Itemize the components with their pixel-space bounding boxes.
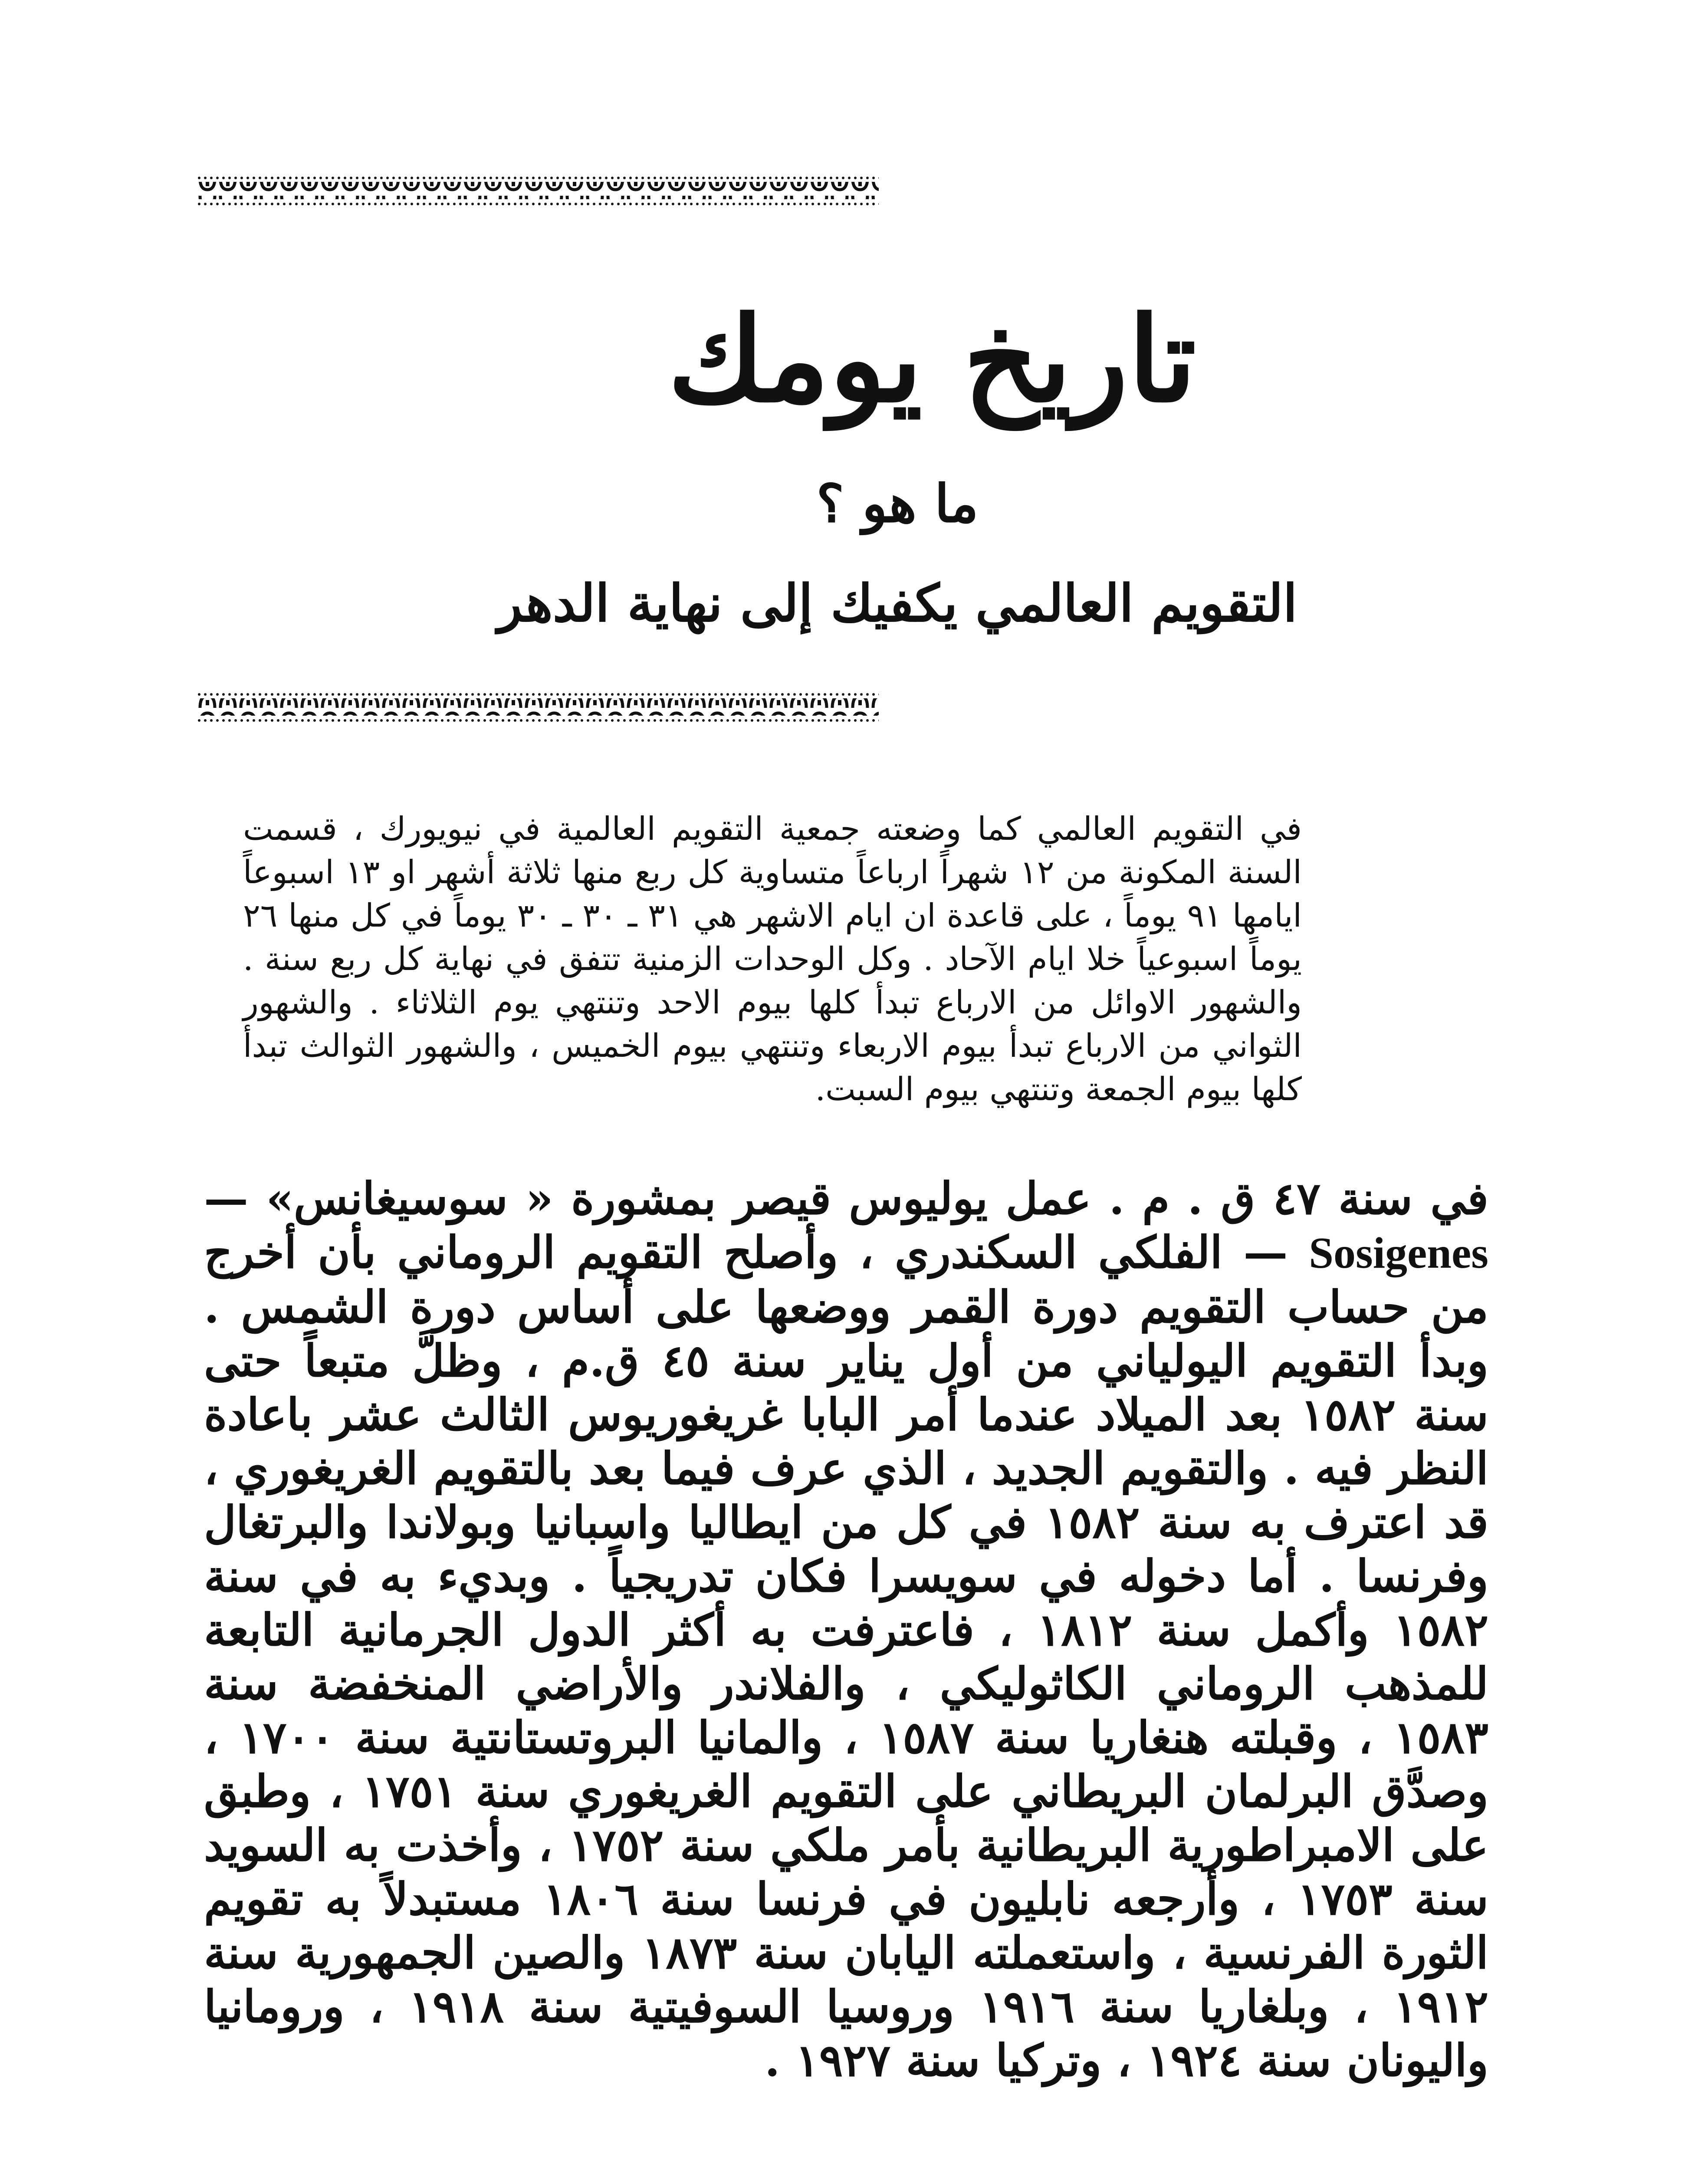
- body-rest: — الفلكي السكندري ، وأصلح التقويم الروماني بأن أخرج من حساب التقويم دورة القمر ووضعها على أساس دورة الشمس . وبدأ التقويم اليولياني من أول يناير سنة ٤٥ ق.م ، وظلَّ متبعاً حتى سنة ١٥٨٢ بعد الميلاد عندما أمر البابا غريغوريوس الثالث عشر باعادة النظر فيه . والتقويم الجديد ، الذي عرف فيما بعد بالتقويم الغريغوري ، قد اعترف به سنة ١٥٨٢ في كل من ايطاليا واسبانيا وبولاندا والبرتغال وفرنسا . أما دخوله في سويسرا فكان تدريجياً . وبديء به في سنة ١٥٨٢ وأكمل سنة ١٨١٢ ، فاعترفت به أكثر الدول الجرمانية التابعة للمذهب الروماني الكاثوليكي ، والفلاندر والأراضي المنخفضة سنة ١٥٨٣ ، وقبلته هنغاريا سنة ١٥٨٧ ، والمانيا البروتستانتية سنة ١٧٠٠ ، وصدَّق البرلمان البريطاني على التقويم الغريغوري سنة ١٧٥١ ، وطبق على الامبراطورية البريطانية بأمر ملكي سنة ١٧٥٢ ، وأخذت به السويد سنة ١٧٥٣ ، وأرجعه نابليون في فرنسا سنة ١٨٠٦ مستبدلاً به تقويم الثورة الفرنسية ، واستعملته اليابان سنة ١٨٧٣ والصين الجمهورية سنة ١٩١٢ ، وبلغاريا سنة ١٩١٦ وروسيا السوفيتية سنة ١٩١٨ ، ورومانيا واليونان سنة ١٩٢٤ ، وتركيا سنة ١٩٢٧ .: [204, 1226, 1489, 2087]
- body-paragraph: [204, 1172, 1488, 2088]
- question-heading: ما هو ؟: [816, 473, 979, 534]
- top-ornamental-border: [197, 176, 879, 206]
- bottom-ornamental-border: [197, 692, 879, 723]
- top-ornament-icon: [197, 176, 879, 206]
- subtitle-heading: التقويم العالمي يكفيك إلى نهاية الدهر: [497, 573, 1297, 633]
- bottom-ornament-icon: [197, 692, 879, 723]
- body-opening: في سنة ٤٧ ق . م . عمل يوليوس قيصر بمشورة « سوسيغانس» —: [204, 1173, 1489, 1225]
- latin-name-sosigenes: Sosigenes: [1309, 1229, 1488, 1278]
- page-title: تاريخ يومك: [667, 290, 1197, 428]
- intro-paragraph-block: [243, 807, 1302, 1111]
- main-article: [204, 1172, 1488, 2088]
- intro-paragraph: في التقويم العالمي كما وضعته جمعية التقويم العالمية في نيويورك ، قسمت السنة المكونة من ١٢ شهراً ارباعاً متساوية كل ربع منها ثلاثة أشهر او ١٣ اسبوعاً ايامها ٩١ يوماً ، على قاعدة ان ايام الاشهر هي ٣١ ـ ٣٠ ـ ٣٠ يوماً في كل منها ٢٦ يوماً اسبوعياً خلا ايام الآحاد . وكل الوحدات الزمنية تتفق في نهاية كل ربع سنة . والشهور الاوائل من الارباع تبدأ كلها بيوم الاحد وتنتهي يوم الثلاثاء . والشهور الثواني من الارباع تبدأ بيوم الاربعاء وتنتهي بيوم الخميس ، والشهور الثوالث تبدأ كلها بيوم الجمعة وتنتهي بيوم السبت.: [243, 810, 1302, 1108]
